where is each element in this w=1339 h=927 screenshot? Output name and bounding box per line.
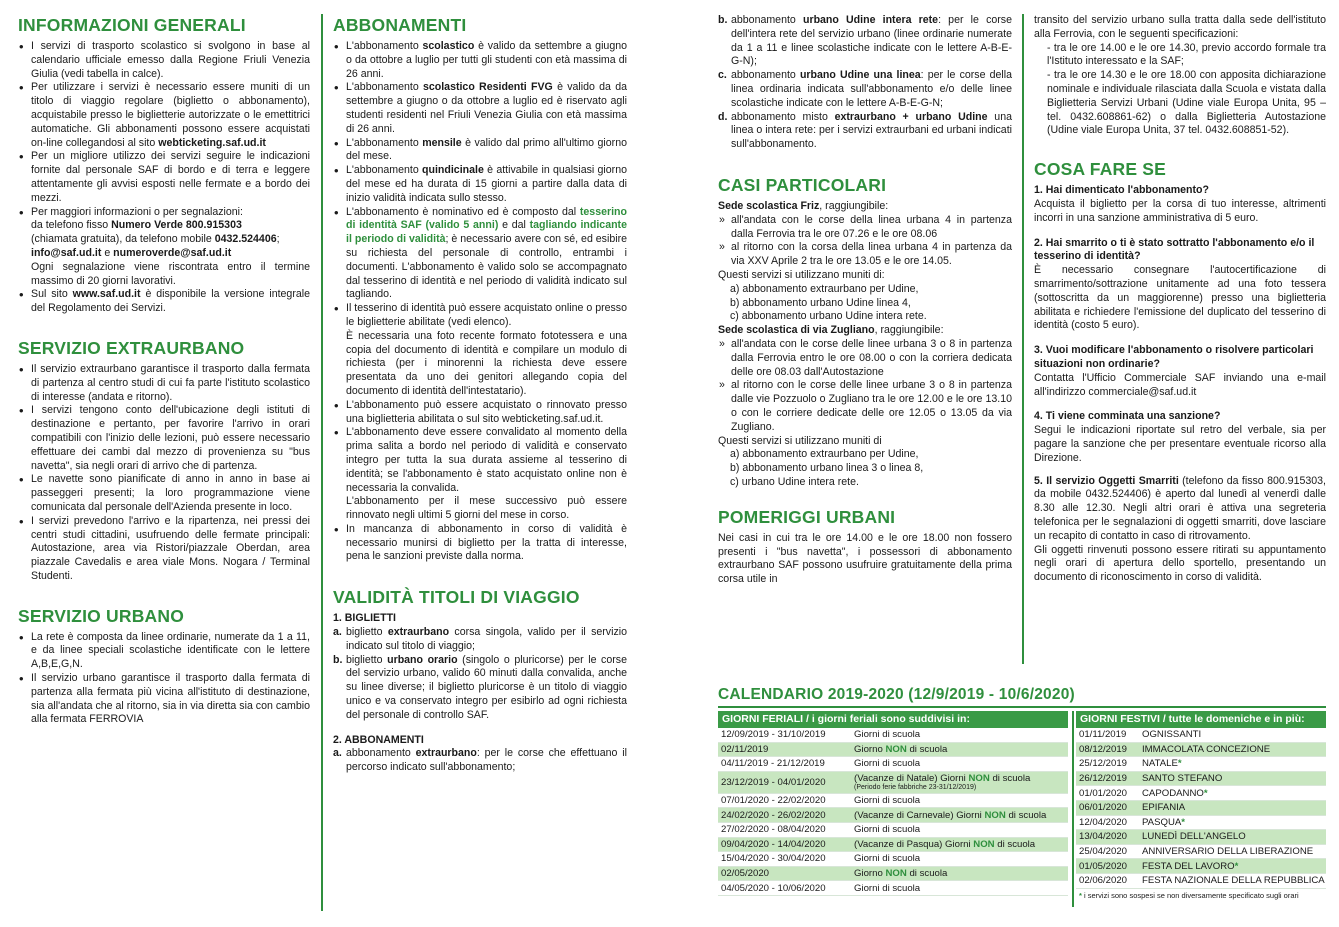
description-text: di scuola bbox=[989, 772, 1031, 784]
abbonamenti-list bbox=[333, 40, 627, 564]
text: corsa singola, valido per il servizio indicato sul titolo di viaggio; bbox=[346, 626, 628, 652]
abbonamenti-validity-list bbox=[333, 747, 627, 775]
extra-list bbox=[18, 363, 310, 584]
highlight: tesserino di identità SAF (valido 5 anni) bbox=[346, 205, 627, 232]
text: e bbox=[104, 246, 111, 259]
description-text: Giorno bbox=[854, 868, 886, 880]
table-row bbox=[718, 743, 1068, 758]
column-divider bbox=[321, 14, 323, 911]
numeroverde-email-link[interactable]: numeroverde@saf.ud.it bbox=[113, 246, 232, 259]
description-text: di scuola bbox=[906, 868, 948, 880]
holiday-text: FESTA DEL LAVORO bbox=[1142, 860, 1235, 872]
text: L'abbonamento è nominativo ed è composto dal bbox=[346, 205, 577, 218]
zugliano-list bbox=[718, 338, 1012, 435]
option: c) abbonamento urbano Udine intera rete. bbox=[730, 310, 927, 323]
biglietti-list bbox=[333, 626, 627, 723]
letter: d. bbox=[718, 110, 728, 123]
description-cell bbox=[854, 883, 1068, 894]
sede-label bbox=[718, 200, 1012, 214]
option: b) abbonamento urbano Udine linea 4, bbox=[730, 296, 911, 309]
list-item bbox=[718, 69, 1012, 110]
answer: È necessario consegnare l'autocertificazione di smarrimento/sottrazione unitamente ad una foto tessera (sottoscritta da un maggiorenne) presso una biglietteria abilitata e richiedere l'emissione del duplicato del tesserino di identità (costo 5 euro). bbox=[1034, 264, 1326, 332]
description-cell bbox=[854, 758, 1068, 769]
date-cell: 04/11/2019 - 21/12/2019 bbox=[721, 758, 825, 770]
option: a) abbonamento extraurbano per Udine, bbox=[730, 282, 919, 295]
text: Ogni segnalazione viene riscontrata entro il termine massimo di 20 giorni lavorativi. bbox=[31, 260, 310, 287]
asterisk: * bbox=[1234, 860, 1239, 872]
holiday-name bbox=[1142, 817, 1326, 828]
text: abbonamento bbox=[731, 14, 796, 26]
text: È necessaria una foto recente formato fototessera e una copia del documento di identità e compilare un modulo di richiesta (per i minorenni la richiesta deve essere presentata da uno dei genitori allegando copia del documento di identità dell'intestatario). bbox=[346, 329, 627, 397]
text: da telefono fisso bbox=[31, 219, 109, 232]
table-row bbox=[718, 757, 1068, 772]
keyword: urbano Udine una linea bbox=[799, 69, 921, 82]
list-item: » al ritorno con le corse delle linee urbane 3 o 8 in partenza dalle vie Pozzuolo o Zugliano tra le ore 12.00 e le ore 13.10 o con le corriere dedicate delle ore 12.05 o 13.05 da via Zugliano. bbox=[718, 379, 1012, 434]
date-cell: 23/12/2019 - 04/01/2020 bbox=[721, 776, 826, 788]
holiday-name bbox=[1142, 802, 1326, 813]
description-text: Giorni di scuola bbox=[854, 882, 921, 894]
description-cell bbox=[854, 729, 1068, 740]
table-row bbox=[1076, 757, 1326, 772]
table-row bbox=[718, 867, 1068, 882]
text: : per le corse che effettuano il percorso indicato sull'abbonamento; bbox=[346, 747, 627, 774]
calendar bbox=[718, 686, 1326, 900]
date-cell: 25/12/2019 bbox=[1079, 758, 1128, 770]
holiday-text: ANNIVERSARIO DELLA LIBERAZIONE bbox=[1142, 846, 1314, 858]
list-item bbox=[718, 14, 1012, 69]
date-cell: 13/04/2020 bbox=[1079, 831, 1128, 843]
date-cell: 27/02/2020 - 08/04/2020 bbox=[721, 824, 826, 836]
paragraph: - tra le ore 14.30 e le ore 18.00 con apposita dichiarazione nominale e individuale rilasciata dalla Scuola e vistata dalla Biglietteria Servizi Urbani (Udine viale Europa Unita, 95 – tel. 0432.608861-62) o dalla Biglietteria Autostazione (Udine viale Europa Unita, 37 tel. 0432.608851-52). bbox=[1047, 69, 1326, 137]
section-title: INFORMAZIONI GENERALI bbox=[18, 15, 246, 35]
table-divider bbox=[1072, 711, 1074, 907]
feriali-header: GIORNI FERIALI / i giorni feriali sono suddivisi in: bbox=[718, 711, 1068, 728]
list-item bbox=[333, 302, 627, 399]
paragraph: transito del servizio urbano sulla tratta dalla sede dell'istituto alla Ferrovia, con le seguenti specificazioni: bbox=[1034, 14, 1326, 40]
holiday-name bbox=[1142, 744, 1326, 755]
column-3 bbox=[718, 14, 1012, 587]
asterisk: * bbox=[1177, 758, 1182, 770]
keyword: extraurbano bbox=[387, 626, 450, 639]
holiday-name bbox=[1142, 729, 1326, 740]
keyword: urbano Udine intera rete bbox=[802, 14, 939, 26]
description-text: (Vacanze di Natale) Giorni bbox=[854, 772, 969, 784]
table-row bbox=[1076, 772, 1326, 787]
date-cell: 02/06/2020 bbox=[1079, 875, 1128, 887]
text: è disponibile la versione integrale del Regolamento dei Servizi. bbox=[31, 288, 310, 315]
date-cell: 09/04/2020 - 14/04/2020 bbox=[721, 838, 826, 850]
text: (chiamata gratuita), da telefono mobile bbox=[31, 233, 212, 246]
description-text: Giorno bbox=[854, 743, 886, 755]
keyword: quindicinale bbox=[422, 164, 484, 177]
text: una linea o intera rete: per i servizi extraurbani ed urbani indicati sull'abbonamento. bbox=[731, 110, 1012, 151]
list-item: » all'andata con le corse delle linee urbana 3 o 8 in partenza dalla Ferrovia entro le ore 08.00 o con la corriera dedicata delle ore 08.03 dall'Autostazione bbox=[718, 338, 1012, 379]
holiday-name bbox=[1142, 846, 1326, 857]
list-item bbox=[18, 288, 310, 316]
text: : per le corse dell'intera rete del servizio urbano (linee ordinarie numerate da 1 a 11 e linee scolastiche indicate con le lettere A-B-E-G-N); bbox=[731, 14, 1012, 68]
holiday-text: FESTA NAZIONALE DELLA REPUBBLICA bbox=[1142, 875, 1325, 887]
footnote bbox=[1076, 891, 1326, 900]
text: è valido da settembre a giugno o da ottobre a luglio per tutti gli studenti con età massima di 26 anni. bbox=[346, 40, 627, 80]
date-cell: 25/04/2020 bbox=[1079, 846, 1128, 858]
list-item bbox=[333, 426, 627, 523]
list-item: • I servizi tengono conto dell'ubicazione degli istituti di destinazione e pertanto, per favorire l'arrivo in orari compatibili con l'inizio delle lezioni, può essere necessario effettuare dei cambi dal mezzo di provenienza su "bus navetta", sia negli orari di arrivo che di partenza. bbox=[18, 404, 310, 473]
urbano-list bbox=[18, 631, 310, 728]
asterisk: * bbox=[1079, 890, 1082, 900]
date-cell: 06/01/2020 bbox=[1079, 802, 1128, 814]
holiday-name bbox=[1142, 861, 1326, 872]
description-cell bbox=[854, 868, 1068, 879]
section-title: ABBONAMENTI bbox=[333, 15, 467, 35]
text: , raggiungibile: bbox=[874, 324, 944, 337]
list-item bbox=[718, 111, 1012, 152]
highlight: tagliando indicante il periodo di validità bbox=[346, 219, 627, 246]
table-row bbox=[1076, 845, 1326, 860]
holiday-text: EPIFANIA bbox=[1142, 802, 1186, 814]
text: Questi servizi si utilizzano muniti di bbox=[718, 434, 882, 447]
sede-label bbox=[718, 324, 1012, 338]
table-row bbox=[1076, 743, 1326, 758]
description-text: di scuola bbox=[994, 838, 1036, 850]
festivi-table bbox=[1076, 711, 1326, 900]
list-item: • Per maggiori informazioni o per segnalazioni: da telefono fisso Numero Verde 800.915303 (chiamata gratuita), da telefono mobile 0432.524406; info@saf.ud.it e numeroverde@saf.ud.it Ogni segnalazione viene riscontrata entro il termine massimo di 20 giorni lavorativi. bbox=[18, 206, 310, 289]
section-title: SERVIZIO EXTRAURBANO bbox=[18, 337, 245, 358]
holiday-name bbox=[1142, 875, 1326, 886]
holiday-name bbox=[1142, 788, 1326, 799]
text: L'abbonamento bbox=[346, 40, 419, 52]
table-row bbox=[718, 794, 1068, 809]
date-cell: 01/01/2020 bbox=[1079, 787, 1128, 799]
keyword: scolastico Residenti FVG bbox=[422, 81, 553, 94]
text: L'abbonamento bbox=[346, 136, 419, 149]
list-item bbox=[333, 81, 627, 136]
asterisk: * bbox=[1181, 816, 1186, 828]
non-label: NON bbox=[973, 838, 995, 850]
date-cell: 01/05/2020 bbox=[1079, 860, 1128, 872]
list-item bbox=[333, 626, 627, 654]
festivi-rows bbox=[1076, 728, 1326, 889]
footnote-text: i servizi sono sospesi se non diversamente specificato sugli orari bbox=[1081, 890, 1299, 900]
list-item: » all'andata con le corse della linea urbana 4 in partenza dalla Ferrovia tra le ore 07.26 e le ore 08.06 bbox=[718, 214, 1012, 242]
question: 1. Hai dimenticato l'abbonamento? bbox=[1034, 184, 1209, 197]
text: è valido dal primo all'ultimo giorno del mese. bbox=[346, 136, 627, 163]
text: è attivabile in qualsiasi giorno del mese ed ha durata di 15 giorni a partire dalla data di inizio validità indicata sullo stesso. bbox=[346, 164, 627, 204]
column-divider bbox=[1022, 14, 1024, 664]
info-email-link[interactable]: info@saf.ud.it bbox=[31, 246, 102, 259]
text: (telefono da fisso 800.915303, da mobile 0432.524406) è aperto dal lunedì al venerdì dalle 8.30 alle 12.30. Negli altri orari è attiva una segreteria telefonica per le segnalazioni di oggetti smarriti, dove lasciare un recapito di contatto in caso di ritrovamento. bbox=[1034, 474, 1326, 542]
holiday-text: CAPODANNO bbox=[1142, 787, 1204, 799]
description-text: di scuola bbox=[1005, 809, 1047, 821]
holiday-text: IMMACOLATA CONCEZIONE bbox=[1142, 743, 1271, 755]
paragraph: Nei casi in cui tra le ore 14.00 e le ore 18.00 non fossero presenti i "bus navetta", i possessori di abbonamento extraurbano SAF possono usufruire gratuitamente della prima corsa utile in bbox=[718, 531, 1012, 586]
list-item: • I servizi di trasporto scolastico si svolgono in base al calendario ufficiale emesso dalla Regione Friuli Venezia Giulia (vedi tabella in calce). bbox=[18, 40, 310, 81]
paragraph: - tra le ore 14.00 e le ore 14.30, previo accordo formale tra l'Istituto interessato e la SAF; bbox=[1047, 41, 1326, 68]
option: b) abbonamento urbano linea 3 o linea 8, bbox=[730, 462, 924, 475]
keyword: Sede scolastica Friz bbox=[718, 199, 820, 212]
section-title: COSA FARE SE bbox=[1034, 159, 1167, 180]
text: L'abbonamento bbox=[346, 164, 419, 177]
answer bbox=[1034, 475, 1326, 544]
description-text: Giorni di scuola bbox=[854, 824, 921, 836]
text: Sul sito bbox=[31, 288, 68, 301]
letter: a. bbox=[333, 626, 342, 639]
date-cell: 24/02/2020 - 26/02/2020 bbox=[721, 809, 826, 821]
text: L'abbonamento bbox=[346, 81, 419, 94]
note-small: (Periodo ferie fabbriche 23-31/12/2019) bbox=[854, 783, 977, 791]
table-row bbox=[1076, 830, 1326, 845]
description-cell bbox=[854, 839, 1068, 850]
list-item bbox=[333, 40, 627, 81]
asterisk: * bbox=[1203, 787, 1208, 799]
table-row bbox=[1076, 801, 1326, 816]
table-row bbox=[718, 823, 1068, 838]
letter: c. bbox=[718, 69, 727, 82]
text: ; è necessario avere con sé, ed esibire su richiesta del personale di controllo, entrambi i documenti. L'abbonamento è valido solo se accompagnato dal tesserino di identità e nel periodo di validità indicato sul tagliando. bbox=[346, 233, 628, 301]
date-cell: 02/05/2020 bbox=[721, 868, 770, 880]
date-cell: 12/04/2020 bbox=[1079, 816, 1128, 828]
description-text: (Vacanze di Carnevale) Giorni bbox=[854, 809, 985, 821]
text: : per le corse della linea ordinaria indicata sull'abbonamento e/o delle linee scolastiche indicate con le lettere A-B-E-G-N; bbox=[731, 69, 1012, 109]
option: c) urbano Udine intera rete. bbox=[730, 475, 859, 488]
list-item: • La rete è composta da linee ordinarie, numerate da 1 a 11, e da linee speciali scolastiche identificate con le lettere A,B,E,G,N. bbox=[18, 631, 310, 672]
description-cell bbox=[854, 744, 1068, 755]
description-cell bbox=[854, 795, 1068, 806]
answer: Gli oggetti rinvenuti possono essere ritirati su appuntamento negli orari di apertura dello sportello, presentando un documento di riconoscimento in corso di validità. bbox=[1034, 543, 1326, 584]
keyword: extraurbano + urbano Udine bbox=[834, 110, 988, 123]
subheading: 2. ABBONAMENTI bbox=[333, 733, 424, 746]
date-cell: 26/12/2019 bbox=[1079, 773, 1128, 785]
text: e dal bbox=[502, 219, 526, 232]
text: L'abbonamento per il mese successivo può essere rinnovato negli ultimi 5 giorni del mese in corso. bbox=[346, 495, 627, 522]
mobile-number[interactable]: 0432.524406 bbox=[214, 233, 277, 246]
calendar-title: CALENDARIO 2019-2020 (12/9/2019 - 10/6/2020) bbox=[718, 686, 1326, 708]
keyword: scolastico bbox=[422, 40, 475, 52]
date-cell: 12/09/2019 - 31/10/2019 bbox=[721, 729, 826, 741]
table-row bbox=[718, 808, 1068, 823]
friz-list bbox=[718, 214, 1012, 269]
holiday-text: NATALE bbox=[1142, 758, 1178, 770]
description-cell bbox=[854, 810, 1068, 821]
letter: a. bbox=[333, 747, 342, 760]
answer: Segui le indicazioni riportate sul retro del verbale, sia per pagare la sanzione che per presentare eventuale ricorso alla Direzione. bbox=[1034, 424, 1326, 464]
table-row bbox=[718, 838, 1068, 853]
text: Per utilizzare i servizi è necessario essere muniti di un titolo di viaggio regolare (biglietto o abbonamento), acquistabile presso le biglietterie autorizzate o le emettitrici automatiche. Gli abbonamenti possono essere acquistati on-line collegandosi al sito bbox=[31, 81, 310, 149]
column-4 bbox=[1034, 14, 1326, 585]
list-item: • L'abbonamento può essere acquistato o rinnovato presso una biglietteria abilitata o sul sito webticketing.saf.ud.it. bbox=[333, 399, 627, 427]
keyword: mensile bbox=[422, 136, 462, 149]
date-cell: 08/12/2019 bbox=[1079, 743, 1128, 755]
webticketing-link[interactable]: webticketing.saf.ud.it bbox=[158, 136, 266, 149]
answer: Contatta l'Ufficio Commerciale SAF inviando una e-mail all'indirizzo commerciale@saf.ud.it bbox=[1034, 371, 1326, 398]
list-item: • Le navette sono pianificate di anno in anno in base ai passeggeri presenti; la loro programmazione viene comunicata dal personale dell'Azienda presente in loco. bbox=[18, 473, 310, 514]
description-cell bbox=[854, 773, 1068, 792]
text: abbonamento bbox=[731, 69, 796, 82]
letter: b. bbox=[718, 14, 728, 26]
keyword: urbano orario bbox=[387, 653, 458, 666]
description-text: Giorni di scuola bbox=[854, 853, 921, 865]
date-cell: 15/04/2020 - 30/04/2020 bbox=[721, 853, 826, 865]
table-row bbox=[718, 772, 1068, 794]
info-list bbox=[18, 40, 310, 316]
list-item: • In mancanza di abbonamento in corso di validità è necessario munirsi di biglietto per la tratta di interesse, pena le sanzioni previste dalla norma. bbox=[333, 523, 627, 564]
festivi-header: GIORNI FESTIVI / tutte le domeniche e in più: bbox=[1076, 711, 1326, 728]
question: 5. Il servizio Oggetti Smarriti bbox=[1034, 474, 1179, 487]
question: 3. Vuoi modificare l'abbonamento o risolvere particolari situazioni non ordinarie? bbox=[1034, 344, 1314, 370]
table-row bbox=[1076, 874, 1326, 889]
table-row bbox=[1076, 859, 1326, 874]
section-title: VALIDITÀ TITOLI DI VIAGGIO bbox=[333, 587, 580, 608]
feriali-rows bbox=[718, 728, 1068, 896]
text: Questi servizi si utilizzano muniti di: bbox=[718, 268, 885, 281]
date-cell: 07/01/2020 - 22/02/2020 bbox=[721, 795, 826, 807]
option: a) abbonamento extraurbano per Udine, bbox=[730, 448, 919, 461]
section-title: POMERIGGI URBANI bbox=[718, 506, 896, 527]
abbonamenti-validity-list-cont bbox=[718, 14, 1012, 152]
question: 2. Hai smarrito o ti è stato sottratto l'abbonamento e/o il tesserino di identità? bbox=[1034, 236, 1315, 263]
text: Il tesserino di identità può essere acquistato online o presso le biglietterie abilitate (vedi elenco). bbox=[346, 302, 627, 328]
text: biglietto bbox=[346, 626, 383, 639]
holiday-text: PASQUA bbox=[1142, 816, 1182, 828]
text: L'abbonamento deve essere convalidato al momento della prima salita a bordo nel periodo di validità e conservato integro per tutta la sua durata assieme al tesserino di identità; se l'abbonamento è stato acquistato online non è necessaria la convalida. bbox=[346, 426, 627, 494]
table-row bbox=[1076, 816, 1326, 831]
list-item: » al ritorno con la corsa della linea urbana 4 in partenza da via XXV Aprile 2 tra le ore 13.05 e le ore 14.05. bbox=[718, 241, 1012, 269]
text: è valido da da settembre a giugno o da ottobre a luglio ed è riservato agli studenti residenti nel Friuli Venezia Giulia con età massima di 26 anni. bbox=[346, 81, 627, 135]
answer: Acquista il biglietto per la corsa di tuo interesse, altrimenti incorri in una sanzione amministrativa di 5 euro. bbox=[1034, 197, 1326, 224]
holiday-text: OGNISSANTI bbox=[1142, 729, 1202, 741]
list-item: • Per un migliore utilizzo dei servizi seguire le indicazioni fornite dal personale SAF di bordo e di terra e leggere attentamente gli avvisi esposti nelle fermate e a bordo dei mezzi. bbox=[18, 150, 310, 205]
list-item bbox=[333, 747, 627, 775]
list-item bbox=[18, 81, 310, 150]
feriali-table bbox=[718, 711, 1068, 896]
description-text: Giorni di scuola bbox=[854, 729, 921, 741]
text: biglietto bbox=[346, 653, 383, 666]
saf-site-link[interactable]: www.saf.ud.it bbox=[72, 288, 141, 301]
description-text: di scuola bbox=[906, 743, 948, 755]
toll-free-number[interactable]: Numero Verde 800.915303 bbox=[111, 219, 242, 232]
keyword: extraurbano bbox=[415, 747, 477, 760]
holiday-name bbox=[1142, 758, 1326, 769]
date-cell: 04/05/2020 - 10/06/2020 bbox=[721, 882, 826, 894]
holiday-text: LUNEDÌ DELL'ANGELO bbox=[1142, 831, 1246, 843]
list-item: • Il servizio extraurbano garantisce il trasporto dalla fermata di partenza al centro studi di cui fa parte l'istituto scolastico di interesse (andata e ritorno). bbox=[18, 363, 310, 404]
non-label: NON bbox=[885, 743, 907, 755]
text: abbonamento bbox=[346, 747, 411, 760]
description-text: (Vacanze di Pasqua) Giorni bbox=[854, 838, 974, 850]
list-item: • I servizi prevedono l'arrivo e la ripartenza, nei pressi dei centri studi cittadini, usufruendo delle fermate principali: Autostazione, area via Ristori/piazzale Oberdan, area piazzale Cavedalis e area viale Mons. Nogara / Terminal Studenti. bbox=[18, 515, 310, 584]
list-item bbox=[333, 654, 627, 723]
text: Per maggiori informazioni o per segnalazioni: bbox=[31, 205, 243, 218]
list-item bbox=[333, 206, 627, 303]
column-1 bbox=[18, 14, 310, 727]
date-cell: 02/11/2019 bbox=[721, 743, 769, 755]
table-row bbox=[1076, 786, 1326, 801]
description-text: Giorni di scuola bbox=[854, 758, 921, 770]
table-row bbox=[718, 728, 1068, 743]
description-text: Giorni di scuola bbox=[854, 795, 921, 807]
holiday-name bbox=[1142, 831, 1326, 842]
non-label: NON bbox=[984, 809, 1006, 821]
list-item bbox=[333, 164, 627, 205]
list-item: • Il servizio urbano garantisce il trasporto dalla fermata di partenza alla fermata più vicina all'istituto di destinazione, sia all'andata che al ritorno, sia in via diretta sia con cambio alla fermata FERROVIA bbox=[18, 672, 310, 727]
table-row bbox=[1076, 728, 1326, 743]
non-label: NON bbox=[885, 868, 907, 880]
text: , raggiungibile: bbox=[819, 199, 889, 212]
column-2 bbox=[333, 14, 627, 775]
text: (singolo o pluricorse) per le corse del servizio urbano, valido 60 minuti dalla convalida, anche su linee diverse; il biglietto pluricorse è un titolo di viaggio unico e va conservato integro per esibirlo ad ogni richiesta del personale di controllo SAF. bbox=[346, 653, 627, 721]
holiday-name bbox=[1142, 773, 1326, 784]
date-cell: 01/11/2019 bbox=[1079, 729, 1127, 741]
holiday-text: SANTO STEFANO bbox=[1142, 773, 1223, 785]
non-label: NON bbox=[968, 772, 990, 784]
question: 4. Ti viene comminata una sanzione? bbox=[1034, 410, 1221, 423]
table-row bbox=[718, 852, 1068, 867]
keyword: Sede scolastica di via Zugliano bbox=[718, 324, 875, 337]
description-cell bbox=[854, 853, 1068, 864]
letter: b. bbox=[333, 653, 343, 666]
section-title: SERVIZIO URBANO bbox=[18, 605, 185, 626]
section-title: CASI PARTICOLARI bbox=[718, 174, 887, 195]
text: abbonamento misto bbox=[731, 110, 828, 123]
table-row bbox=[718, 881, 1068, 896]
description-cell bbox=[854, 824, 1068, 835]
subheading: 1. BIGLIETTI bbox=[333, 612, 396, 625]
list-item bbox=[333, 137, 627, 165]
